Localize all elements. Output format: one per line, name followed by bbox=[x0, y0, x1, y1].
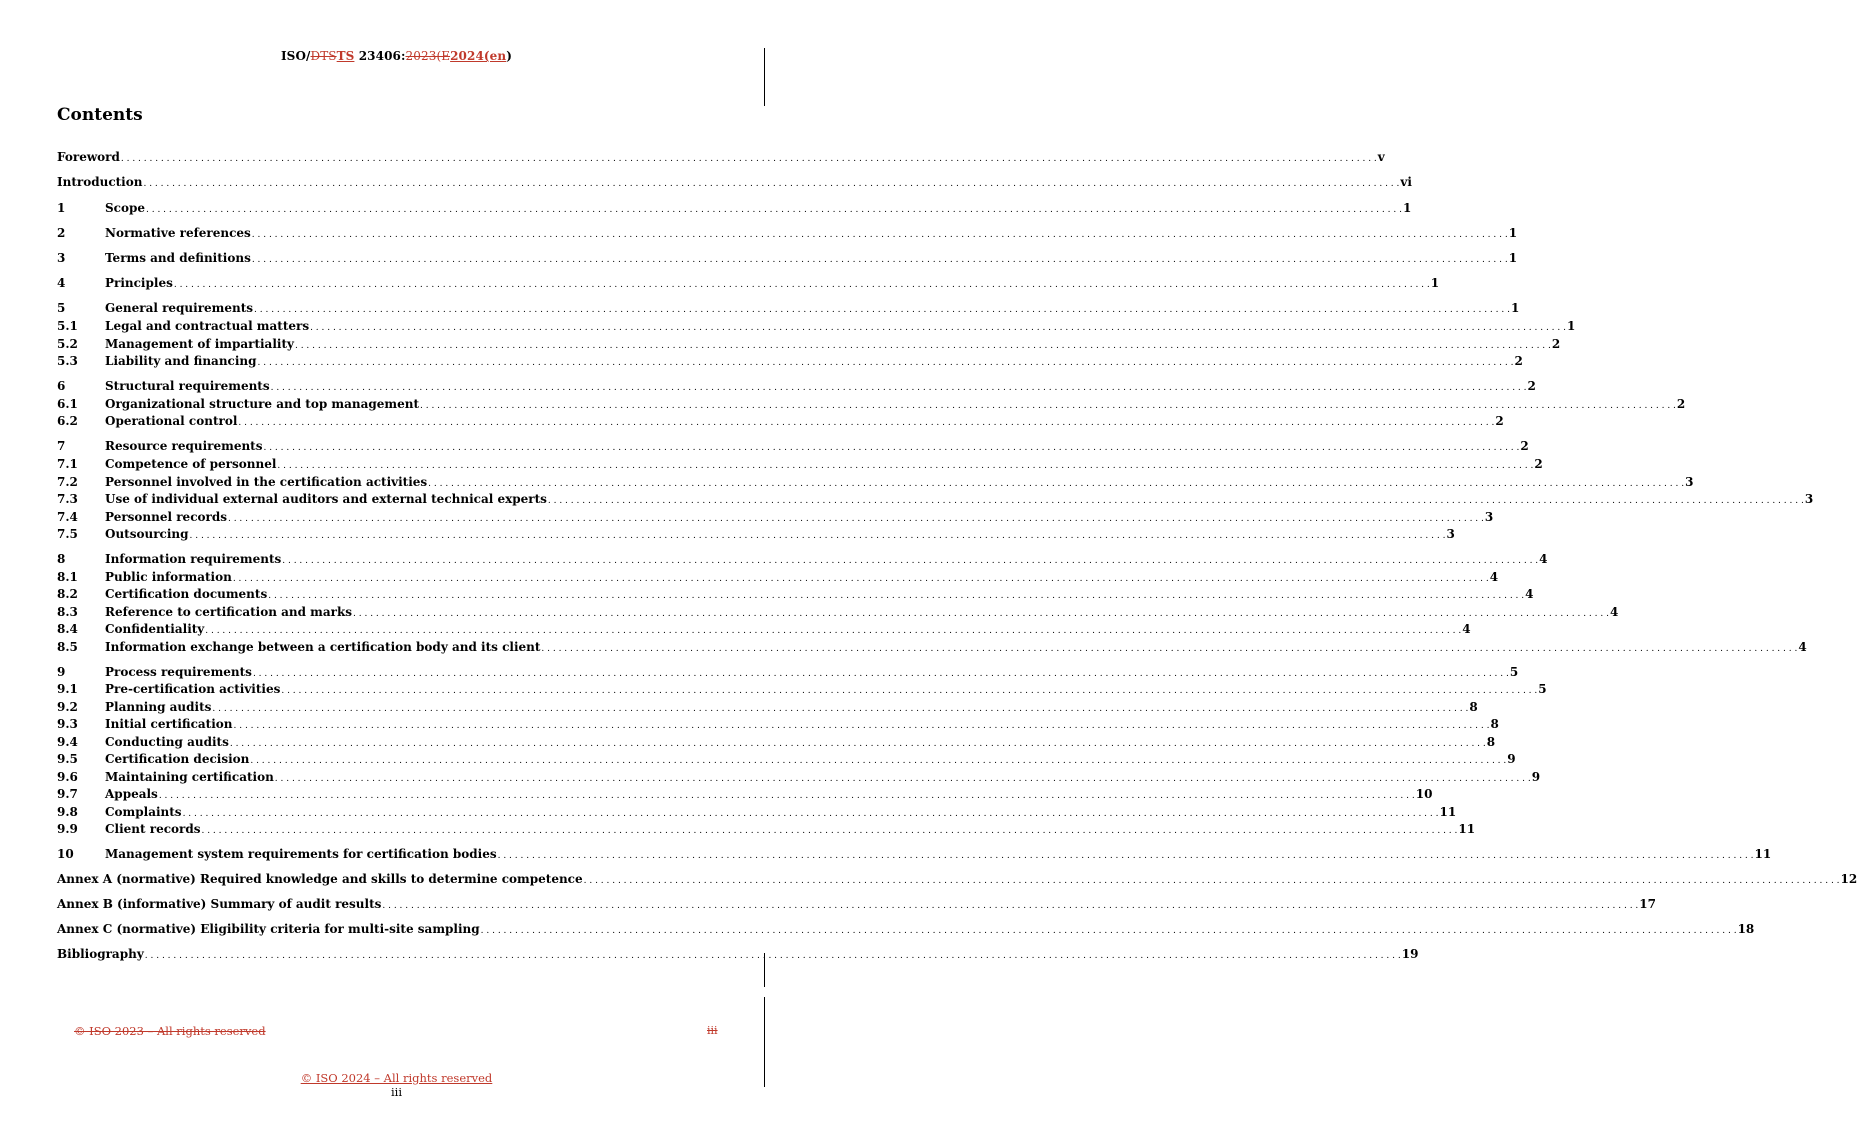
toc-dot-leader: . . . . . . . . . . . . . . . . . . . . . . . . . . . . . . . . . . . . . . . . . . . . . . . . . . . . . . . . . . . . . . . . . . . . . . . . . . . . . . . . . . . . . . . . . . . . . . . . . . . . . . . . . . . . . . . . . . . . . . . . . . . . . . . . . . . . . . . . . . . . . . . . . . . . . . . . . . . . . . . . . . . . . . . . . . . . . . . . . . . . . . . . . . . . . . . . . . . . . . . . . . . . . . . . . . . . . . . . . . . . bbox=[232, 574, 1489, 584]
toc-dot-leader: . . . . . . . . . . . . . . . . . . . . . . . . . . . . . . . . . . . . . . . . . . . . . . . . . . . . . . . . . . . . . . . . . . . . . . . . . . . . . . . . . . . . . . . . . . . . . . . . . . . . . . . . . . . . . . . . . . . . . . . . . . . . . . . . . . . . . . . . . . . . . . . . . . . . . . . . . . . . . . . . . . . . . . . . . . . . . . . . . . . . . . . . . . . . . . . . . . . . . . . . . . . . . . . . . . . . . . . . . . . . bbox=[189, 531, 1446, 541]
toc-entry[interactable] bbox=[57, 786, 1433, 802]
toc-entry[interactable] bbox=[57, 681, 1547, 697]
toc-entry-number: 8.1 bbox=[57, 570, 78, 584]
toc-entry-label: Resource requirements bbox=[105, 439, 263, 453]
toc-entry-number: 6 bbox=[57, 379, 66, 393]
toc-entry-page: 4 bbox=[1609, 605, 1619, 619]
toc-entry-label: Management system requirements for certification bodies bbox=[105, 847, 497, 861]
toc-entry[interactable] bbox=[57, 200, 1412, 216]
toc-entry-label: Reference to certification and marks bbox=[105, 605, 353, 619]
toc-entry-label: Planning audits bbox=[105, 700, 212, 714]
footer-copyright: © ISO 2024 – All rights reserved bbox=[300, 1071, 493, 1085]
toc-entry-number: 7.3 bbox=[57, 492, 78, 506]
toc-entry-page: 2 bbox=[1520, 439, 1529, 453]
toc-entry-number: 8.3 bbox=[57, 605, 78, 619]
toc-entry[interactable] bbox=[57, 174, 1412, 190]
toc-entry[interactable] bbox=[57, 300, 1520, 316]
toc-entry-label: Organizational structure and top management bbox=[105, 397, 419, 411]
header-prefix: ISO/ bbox=[280, 49, 311, 63]
toc-entry-label: Annex B (informative) Summary of audit results bbox=[57, 897, 382, 911]
toc-dot-leader: . . . . . . . . . . . . . . . . . . . . . . . . . . . . . . . . . . . . . . . . . . . . . . . . . . . . . . . . . . . . . . . . . . . . . . . . . . . . . . . . . . . . . . . . . . . . . . . . . . . . . . . . . . . . . . . . . . . . . . . . . . . . . . . . . . . . . . . . . . . . . . . . . . . . . . . . . . . . . . . . . . . . . . . . . . . . . . . . . . . . . . . . . . . . . . . . . . . . . . . . . . . . . . . . . . . . . . . . . . . . bbox=[182, 809, 1439, 819]
change-bar bbox=[764, 48, 765, 106]
toc-entry-number: 8.4 bbox=[57, 622, 78, 636]
toc-entry-page: 12 bbox=[1840, 872, 1857, 886]
toc-entry-label: Complaints bbox=[105, 805, 182, 819]
toc-entry[interactable] bbox=[57, 526, 1455, 542]
toc-entry[interactable] bbox=[57, 225, 1518, 241]
toc-entry-number: 2 bbox=[57, 226, 66, 240]
toc-entry-number: 9.6 bbox=[57, 770, 78, 784]
header-deleted-year: 2023(E bbox=[405, 49, 451, 63]
toc-entry[interactable] bbox=[57, 456, 1543, 472]
toc-entry-number: 5.2 bbox=[57, 337, 78, 351]
toc-entry-page: 17 bbox=[1639, 897, 1656, 911]
toc-entry-page: 2 bbox=[1495, 414, 1504, 428]
toc-dot-leader: . . . . . . . . . . . . . . . . . . . . . . . . . . . . . . . . . . . . . . . . . . . . . . . . . . . . . . . . . . . . . . . . . . . . . . . . . . . . . . . . . . . . . . . . . . . . . . . . . . . . . . . . . . . . . . . . . . . . . . . . . . . . . . . . . . . . . . . . . . . . . . . . . . . . . . . . . . . . . . . . . . . . . . . . . . . . . . . . . . . . . . . . . . . . . . . . . . . . . . . . . . . . . . . . . . . . . . . . . . . . bbox=[158, 791, 1415, 801]
toc-entry-page: 4 bbox=[1539, 552, 1548, 566]
toc-entry[interactable] bbox=[57, 438, 1529, 454]
toc-entry-label: Conducting audits bbox=[105, 735, 229, 749]
toc-entry-number: 5.3 bbox=[57, 354, 78, 368]
toc-entry-page: 3 bbox=[1685, 475, 1694, 489]
toc-entry-page: 11 bbox=[1439, 805, 1457, 819]
toc-entry-label: Maintaining certification bbox=[105, 770, 274, 784]
toc-entry-number: 5.1 bbox=[57, 319, 78, 333]
toc-dot-leader: . . . . . . . . . . . . . . . . . . . . . . . . . . . . . . . . . . . . . . . . . . . . . . . . . . . . . . . . . . . . . . . . . . . . . . . . . . . . . . . . . . . . . . . . . . . . . . . . . . . . . . . . . . . . . . . . . . . . . . . . . . . . . . . . . . . . . . . . . . . . . . . . . . . . . . . . . . . . . . . . . . . . . . . . . . . . . . . . . . . . . . . . . . . . . . . . . . . . . . . . . . . . . . . . . . . . . . . . . . . . bbox=[420, 401, 1676, 411]
toc-entry-label: Principles bbox=[105, 276, 173, 290]
toc-entry-number: 9.9 bbox=[57, 822, 78, 836]
toc-dot-leader: . . . . . . . . . . . . . . . . . . . . . . . . . . . . . . . . . . . . . . . . . . . . . . . . . . . . . . . . . . . . . . . . . . . . . . . . . . . . . . . . . . . . . . . . . . . . . . . . . . . . . . . . . . . . . . . . . . . . . . . . . . . . . . . . . . . . . . . . . . . . . . . . . . . . . . . . . . . . . . . . . . . . . . . . . . . . . . . . . . . . . . . . . . . . . . . . . . . . . . . . . . . . . . . . . . . . . . . . . . . . bbox=[252, 669, 1509, 679]
toc-dot-leader: . . . . . . . . . . . . . . . . . . . . . . . . . . . . . . . . . . . . . . . . . . . . . . . . . . . . . . . . . . . . . . . . . . . . . . . . . . . . . . . . . . . . . . . . . . . . . . . . . . . . . . . . . . . . . . . . . . . . . . . . . . . . . . . . . . . . . . . . . . . . . . . . . . . . . . . . . . . . . . . . . . . . . . . . . . . . . . . . . . . . . . . . . . . . . . . . . . . . . . . . . . . . . . . . . . . . . . . . . . . . bbox=[547, 496, 1804, 506]
toc-entry[interactable] bbox=[57, 804, 1457, 820]
toc-entry[interactable] bbox=[57, 474, 1694, 490]
toc-entry-number: 7.5 bbox=[57, 527, 78, 541]
toc-entry-page: 2 bbox=[1676, 397, 1686, 411]
toc-entry-number: 4 bbox=[57, 276, 66, 290]
toc-entry-page: v bbox=[1377, 150, 1385, 164]
toc-entry-page: 3 bbox=[1484, 510, 1494, 524]
toc-entry-page: 5 bbox=[1538, 682, 1547, 696]
toc-entry[interactable] bbox=[57, 769, 1541, 785]
toc-entry-label: Information requirements bbox=[105, 552, 282, 566]
toc-entry-number: 9.1 bbox=[57, 682, 78, 696]
toc-entry-page: 2 bbox=[1527, 379, 1536, 393]
header-deleted-code: DTS bbox=[310, 49, 337, 63]
toc-entry[interactable] bbox=[57, 896, 1656, 912]
toc-entry-page: 18 bbox=[1737, 922, 1755, 936]
toc-entry-page: vi bbox=[1400, 175, 1412, 189]
toc-entry-label: Client records bbox=[105, 822, 201, 836]
toc-dot-leader: . . . . . . . . . . . . . . . . . . . . . . . . . . . . . . . . . . . . . . . . . . . . . . . . . . . . . . . . . . . . . . . . . . . . . . . . . . . . . . . . . . . . . . . . . . . . . . . . . . . . . . . . . . . . . . . . . . . . . . . . . . . . . . . . . . . . . . . . . . . . . . . . . . . . . . . . . . . . . . . . . . . . . . . . . . . . . . . . . . . . . . . . . . . . . . . . . . . . . . . . . . . . . . . . . . . . . . . . . . . . bbox=[144, 951, 1401, 961]
toc-dot-leader: . . . . . . . . . . . . . . . . . . . . . . . . . . . . . . . . . . . . . . . . . . . . . . . . . . . . . . . . . . . . . . . . . . . . . . . . . . . . . . . . . . . . . . . . . . . . . . . . . . . . . . . . . . . . . . . . . . . . . . . . . . . . . . . . . . . . . . . . . . . . . . . . . . . . . . . . . . . . . . . . . . . . . . . . . . . . . . . . . . . . . . . . . . . . . . . . . . . . . . . . . . . . . . . . . . . . . . . . . . . . bbox=[294, 341, 1551, 351]
footer-deleted-page-number: iii bbox=[707, 1024, 718, 1037]
toc-dot-leader: . . . . . . . . . . . . . . . . . . . . . . . . . . . . . . . . . . . . . . . . . . . . . . . . . . . . . . . . . . . . . . . . . . . . . . . . . . . . . . . . . . . . . . . . . . . . . . . . . . . . . . . . . . . . . . . . . . . . . . . . . . . . . . . . . . . . . . . . . . . . . . . . . . . . . . . . . . . . . . . . . . . . . . . . . . . . . . . . . . . . . . . . . . . . . . . . . . . . . . . . . . . . . . . . . . . . . . . . . . . . bbox=[251, 230, 1508, 240]
toc-dot-leader: . . . . . . . . . . . . . . . . . . . . . . . . . . . . . . . . . . . . . . . . . . . . . . . . . . . . . . . . . . . . . . . . . . . . . . . . . . . . . . . . . . . . . . . . . . . . . . . . . . . . . . . . . . . . . . . . . . . . . . . . . . . . . . . . . . . . . . . . . . . . . . . . . . . . . . . . . . . . . . . . . . . . . . . . . . . . . . . . . . . . . . . . . . . . . . . . . . . . . . . . . . . . . . . . . . . . . . . . . . . . bbox=[583, 876, 1840, 886]
header-inserted-year: 2024(en bbox=[450, 49, 507, 63]
toc-entry-number: 7.2 bbox=[57, 475, 78, 489]
toc-entry-number: 8.5 bbox=[57, 640, 78, 654]
toc-dot-leader: . . . . . . . . . . . . . . . . . . . . . . . . . . . . . . . . . . . . . . . . . . . . . . . . . . . . . . . . . . . . . . . . . . . . . . . . . . . . . . . . . . . . . . . . . . . . . . . . . . . . . . . . . . . . . . . . . . . . . . . . . . . . . . . . . . . . . . . . . . . . . . . . . . . . . . . . . . . . . . . . . . . . . . . . . . . . . . . . . . . . . . . . . . . . . . . . . . . . . . . . . . . . . . . . . . . . . . . . . . . . bbox=[277, 461, 1534, 471]
toc-entry-number: 3 bbox=[57, 251, 66, 265]
toc-entry-label: Appeals bbox=[105, 787, 158, 801]
toc-entry-label: Normative references bbox=[105, 226, 251, 240]
toc-dot-leader: . . . . . . . . . . . . . . . . . . . . . . . . . . . . . . . . . . . . . . . . . . . . . . . . . . . . . . . . . . . . . . . . . . . . . . . . . . . . . . . . . . . . . . . . . . . . . . . . . . . . . . . . . . . . . . . . . . . . . . . . . . . . . . . . . . . . . . . . . . . . . . . . . . . . . . . . . . . . . . . . . . . . . . . . . . . . . . . . . . . . . . . . . . . . . . . . . . . . . . . . . . . . . . . . . . . . . . . . . . . . bbox=[227, 514, 1484, 524]
toc-entry-number: 8 bbox=[57, 552, 66, 566]
toc-entry[interactable] bbox=[57, 699, 1478, 715]
toc-entry[interactable] bbox=[57, 569, 1499, 585]
toc-entry[interactable] bbox=[57, 871, 1857, 887]
toc-entry[interactable] bbox=[57, 586, 1534, 602]
toc-entry[interactable] bbox=[57, 413, 1504, 429]
toc-entry-label: Initial certification bbox=[105, 717, 233, 731]
toc-entry-label: General requirements bbox=[105, 301, 254, 315]
toc-dot-leader: . . . . . . . . . . . . . . . . . . . . . . . . . . . . . . . . . . . . . . . . . . . . . . . . . . . . . . . . . . . . . . . . . . . . . . . . . . . . . . . . . . . . . . . . . . . . . . . . . . . . . . . . . . . . . . . . . . . . . . . . . . . . . . . . . . . . . . . . . . . . . . . . . . . . . . . . . . . . . . . . . . . . . . . . . . . . . . . . . . . . . . . . . . . . . . . . . . . . . . . . . . . . . . . . . . . . . . . . . . . . bbox=[270, 383, 1527, 393]
toc-dot-leader: . . . . . . . . . . . . . . . . . . . . . . . . . . . . . . . . . . . . . . . . . . . . . . . . . . . . . . . . . . . . . . . . . . . . . . . . . . . . . . . . . . . . . . . . . . . . . . . . . . . . . . . . . . . . . . . . . . . . . . . . . . . . . . . . . . . . . . . . . . . . . . . . . . . . . . . . . . . . . . . . . . . . . . . . . . . . . . . . . . . . . . . . . . . . . . . . . . . . . . . . . . . . . . . . . . . . . . . . . . . . bbox=[229, 739, 1486, 749]
toc-dot-leader: . . . . . . . . . . . . . . . . . . . . . . . . . . . . . . . . . . . . . . . . . . . . . . . . . . . . . . . . . . . . . . . . . . . . . . . . . . . . . . . . . . . . . . . . . . . . . . . . . . . . . . . . . . . . . . . . . . . . . . . . . . . . . . . . . . . . . . . . . . . . . . . . . . . . . . . . . . . . . . . . . . . . . . . . . . . . . . . . . . . . . . . . . . . . . . . . . . . . . . . . . . . . . . . . . . . . . . . . . . . . bbox=[120, 154, 1377, 164]
toc-entry-page: 9 bbox=[1507, 752, 1516, 766]
toc-dot-leader: . . . . . . . . . . . . . . . . . . . . . . . . . . . . . . . . . . . . . . . . . . . . . . . . . . . . . . . . . . . . . . . . . . . . . . . . . . . . . . . . . . . . . . . . . . . . . . . . . . . . . . . . . . . . . . . . . . . . . . . . . . . . . . . . . . . . . . . . . . . . . . . . . . . . . . . . . . . . . . . . . . . . . . . . . . . . . . . . . . . . . . . . . . . . . . . . . . . . . . . . . . . . . . . . . . . . . . . . . . . . bbox=[143, 179, 1400, 189]
toc-entry[interactable] bbox=[57, 353, 1523, 369]
toc-entry-label: Process requirements bbox=[105, 665, 252, 679]
toc-entry-label: Structural requirements bbox=[105, 379, 270, 393]
toc-dot-leader: . . . . . . . . . . . . . . . . . . . . . . . . . . . . . . . . . . . . . . . . . . . . . . . . . . . . . . . . . . . . . . . . . . . . . . . . . . . . . . . . . . . . . . . . . . . . . . . . . . . . . . . . . . . . . . . . . . . . . . . . . . . . . . . . . . . . . . . . . . . . . . . . . . . . . . . . . . . . . . . . . . . . . . . . . . . . . . . . . . . . . . . . . . . . . . . . . . . . . . . . . . . . . . . . . . . . . . . . . . . . bbox=[233, 721, 1490, 731]
toc-dot-leader: . . . . . . . . . . . . . . . . . . . . . . . . . . . . . . . . . . . . . . . . . . . . . . . . . . . . . . . . . . . . . . . . . . . . . . . . . . . . . . . . . . . . . . . . . . . . . . . . . . . . . . . . . . . . . . . . . . . . . . . . . . . . . . . . . . . . . . . . . . . . . . . . . . . . . . . . . . . . . . . . . . . . . . . . . . . . . . . . . . . . . . . . . . . . . . . . . . . . . . . . . . . . . . . . . . . . . . . . . . . . bbox=[201, 826, 1458, 836]
toc-dot-leader: . . . . . . . . . . . . . . . . . . . . . . . . . . . . . . . . . . . . . . . . . . . . . . . . . . . . . . . . . . . . . . . . . . . . . . . . . . . . . . . . . . . . . . . . . . . . . . . . . . . . . . . . . . . . . . . . . . . . . . . . . . . . . . . . . . . . . . . . . . . . . . . . . . . . . . . . . . . . . . . . . . . . . . . . . . . . . . . . . . . . . . . . . . . . . . . . . . . . . . . . . . . . . . . . . . . . . . . . . . . . bbox=[251, 255, 1508, 265]
toc-entry-label: Annex C (normative) Eligibility criteria for multi-site sampling bbox=[57, 922, 480, 936]
toc-entry-page: 4 bbox=[1525, 587, 1534, 601]
toc-dot-leader: . . . . . . . . . . . . . . . . . . . . . . . . . . . . . . . . . . . . . . . . . . . . . . . . . . . . . . . . . . . . . . . . . . . . . . . . . . . . . . . . . . . . . . . . . . . . . . . . . . . . . . . . . . . . . . . . . . . . . . . . . . . . . . . . . . . . . . . . . . . . . . . . . . . . . . . . . . . . . . . . . . . . . . . . . . . . . . . . . . . . . . . . . . . . . . . . . . . . . . . . . . . . . . . . . . . . . . . . . . . . bbox=[238, 418, 1495, 428]
toc-entry-label: Personnel records bbox=[105, 510, 227, 524]
toc-entry[interactable] bbox=[57, 551, 1548, 567]
toc-entry-label: Operational control bbox=[105, 414, 238, 428]
toc-dot-leader: . . . . . . . . . . . . . . . . . . . . . . . . . . . . . . . . . . . . . . . . . . . . . . . . . . . . . . . . . . . . . . . . . . . . . . . . . . . . . . . . . . . . . . . . . . . . . . . . . . . . . . . . . . . . . . . . . . . . . . . . . . . . . . . . . . . . . . . . . . . . . . . . . . . . . . . . . . . . . . . . . . . . . . . . . . . . . . . . . . . . . . . . . . . . . . . . . . . . . . . . . . . . . . . . . . . . . . . . . . . . bbox=[274, 774, 1531, 784]
header-inserted-code: TS bbox=[336, 49, 355, 63]
toc-dot-leader: . . . . . . . . . . . . . . . . . . . . . . . . . . . . . . . . . . . . . . . . . . . . . . . . . . . . . . . . . . . . . . . . . . . . . . . . . . . . . . . . . . . . . . . . . . . . . . . . . . . . . . . . . . . . . . . . . . . . . . . . . . . . . . . . . . . . . . . . . . . . . . . . . . . . . . . . . . . . . . . . . . . . . . . . . . . . . . . . . . . . . . . . . . . . . . . . . . . . . . . . . . . . . . . . . . . . . . . . . . . . bbox=[257, 358, 1514, 368]
toc-entry-number: 7 bbox=[57, 439, 66, 453]
toc-entry[interactable] bbox=[57, 639, 1807, 655]
toc-entry-number: 9.3 bbox=[57, 717, 78, 731]
toc-entry[interactable] bbox=[57, 336, 1561, 352]
toc-dot-leader: . . . . . . . . . . . . . . . . . . . . . . . . . . . . . . . . . . . . . . . . . . . . . . . . . . . . . . . . . . . . . . . . . . . . . . . . . . . . . . . . . . . . . . . . . . . . . . . . . . . . . . . . . . . . . . . . . . . . . . . . . . . . . . . . . . . . . . . . . . . . . . . . . . . . . . . . . . . . . . . . . . . . . . . . . . . . . . . . . . . . . . . . . . . . . . . . . . . . . . . . . . . . . . . . . . . . . . . . . . . . bbox=[497, 851, 1754, 861]
toc-dot-leader: . . . . . . . . . . . . . . . . . . . . . . . . . . . . . . . . . . . . . . . . . . . . . . . . . . . . . . . . . . . . . . . . . . . . . . . . . . . . . . . . . . . . . . . . . . . . . . . . . . . . . . . . . . . . . . . . . . . . . . . . . . . . . . . . . . . . . . . . . . . . . . . . . . . . . . . . . . . . . . . . . . . . . . . . . . . . . . . . . . . . . . . . . . . . . . . . . . . . . . . . . . . . . . . . . . . . . . . . . . . . bbox=[428, 479, 1685, 489]
toc-entry-label: Annex A (normative) Required knowledge and skills to determine competence bbox=[57, 872, 583, 886]
toc-entry-number: 9.5 bbox=[57, 752, 78, 766]
toc-entry-number: 1 bbox=[57, 201, 66, 215]
toc-entry-page: 3 bbox=[1804, 492, 1814, 506]
toc-entry[interactable] bbox=[57, 149, 1385, 165]
toc-entry-number: 9.4 bbox=[57, 735, 78, 749]
toc-entry-page: 1 bbox=[1402, 201, 1412, 215]
toc-entry[interactable] bbox=[57, 396, 1686, 412]
header-suffix: ) bbox=[506, 49, 513, 63]
toc-entry-number: 9.7 bbox=[57, 787, 78, 801]
toc-entry-label: Foreword bbox=[57, 150, 120, 164]
toc-entry-label: Use of individual external auditors and external technical experts bbox=[105, 492, 547, 506]
toc-entry-number: 9 bbox=[57, 665, 66, 679]
toc-dot-leader: . . . . . . . . . . . . . . . . . . . . . . . . . . . . . . . . . . . . . . . . . . . . . . . . . . . . . . . . . . . . . . . . . . . . . . . . . . . . . . . . . . . . . . . . . . . . . . . . . . . . . . . . . . . . . . . . . . . . . . . . . . . . . . . . . . . . . . . . . . . . . . . . . . . . . . . . . . . . . . . . . . . . . . . . . . . . . . . . . . . . . . . . . . . . . . . . . . . . . . . . . . . . . . . . . . . . . . . . . . . . bbox=[382, 901, 1639, 911]
toc-entry-label: Pre-certification activities bbox=[105, 682, 281, 696]
toc-entry-label: Competence of personnel bbox=[105, 457, 277, 471]
toc-entry-page: 1 bbox=[1430, 276, 1440, 290]
footer-deleted-copyright: © ISO 2023 – All rights reserved bbox=[74, 1024, 266, 1038]
toc-dot-leader: . . . . . . . . . . . . . . . . . . . . . . . . . . . . . . . . . . . . . . . . . . . . . . . . . . . . . . . . . . . . . . . . . . . . . . . . . . . . . . . . . . . . . . . . . . . . . . . . . . . . . . . . . . . . . . . . . . . . . . . . . . . . . . . . . . . . . . . . . . . . . . . . . . . . . . . . . . . . . . . . . . . . . . . . . . . . . . . . . . . . . . . . . . . . . . . . . . . . . . . . . . . . . . . . . . . . . . . . . . . . bbox=[541, 644, 1798, 654]
toc-entry-number: 8.2 bbox=[57, 587, 78, 601]
toc-entry-number: 9.2 bbox=[57, 700, 78, 714]
toc-entry[interactable] bbox=[57, 821, 1476, 837]
toc-entry[interactable] bbox=[57, 275, 1440, 291]
toc-entry-page: 1 bbox=[1567, 319, 1576, 333]
toc-entry-page: 1 bbox=[1510, 301, 1520, 315]
toc-dot-leader: . . . . . . . . . . . . . . . . . . . . . . . . . . . . . . . . . . . . . . . . . . . . . . . . . . . . . . . . . . . . . . . . . . . . . . . . . . . . . . . . . . . . . . . . . . . . . . . . . . . . . . . . . . . . . . . . . . . . . . . . . . . . . . . . . . . . . . . . . . . . . . . . . . . . . . . . . . . . . . . . . . . . . . . . . . . . . . . . . . . . . . . . . . . . . . . . . . . . . . . . . . . . . . . . . . . . . . . . . . . . bbox=[254, 305, 1510, 315]
toc-entry-page: 8 bbox=[1490, 717, 1499, 731]
toc-entry-page: 11 bbox=[1458, 822, 1476, 836]
toc-entry-label: Management of impartiality bbox=[105, 337, 294, 351]
toc-entry-page: 10 bbox=[1415, 787, 1433, 801]
toc-entry[interactable] bbox=[57, 250, 1518, 266]
toc-entry-label: Liability and financing bbox=[105, 354, 257, 368]
toc-dot-leader: . . . . . . . . . . . . . . . . . . . . . . . . . . . . . . . . . . . . . . . . . . . . . . . . . . . . . . . . . . . . . . . . . . . . . . . . . . . . . . . . . . . . . . . . . . . . . . . . . . . . . . . . . . . . . . . . . . . . . . . . . . . . . . . . . . . . . . . . . . . . . . . . . . . . . . . . . . . . . . . . . . . . . . . . . . . . . . . . . . . . . . . . . . . . . . . . . . . . . . . . . . . . . . . . . . . . . . . . . . . . bbox=[250, 756, 1507, 766]
toc-entry[interactable] bbox=[57, 664, 1519, 680]
toc-entry[interactable] bbox=[57, 946, 1419, 962]
toc-entry-label: Confidentiality bbox=[105, 622, 205, 636]
toc-entry[interactable] bbox=[57, 491, 1814, 507]
toc-entry-label: Outsourcing bbox=[105, 527, 189, 541]
header-number: 23406: bbox=[354, 49, 406, 63]
toc-entry-label: Introduction bbox=[57, 175, 143, 189]
toc-entry-page: 2 bbox=[1534, 457, 1543, 471]
toc-entry-page: 11 bbox=[1754, 847, 1772, 861]
toc-entry[interactable] bbox=[57, 716, 1499, 732]
toc-entry[interactable] bbox=[57, 318, 1576, 334]
toc-entry[interactable] bbox=[57, 846, 1772, 862]
toc-entry[interactable] bbox=[57, 921, 1755, 937]
toc-entry-label: Certification decision bbox=[105, 752, 250, 766]
toc-entry[interactable] bbox=[57, 509, 1494, 525]
toc-entry-label: Terms and definitions bbox=[105, 251, 251, 265]
toc-entry-page: 4 bbox=[1462, 622, 1471, 636]
toc-entry-page: 4 bbox=[1489, 570, 1499, 584]
toc-entry-number: 7.4 bbox=[57, 510, 78, 524]
page-title: Contents bbox=[57, 105, 143, 125]
footer-page-number: iii bbox=[390, 1085, 403, 1099]
toc-entry-number: 7.1 bbox=[57, 457, 78, 471]
toc-entry-page: 9 bbox=[1531, 770, 1541, 784]
toc-entry-label: Public information bbox=[105, 570, 232, 584]
toc-dot-leader: . . . . . . . . . . . . . . . . . . . . . . . . . . . . . . . . . . . . . . . . . . . . . . . . . . . . . . . . . . . . . . . . . . . . . . . . . . . . . . . . . . . . . . . . . . . . . . . . . . . . . . . . . . . . . . . . . . . . . . . . . . . . . . . . . . . . . . . . . . . . . . . . . . . . . . . . . . . . . . . . . . . . . . . . . . . . . . . . . . . . . . . . . . . . . . . . . . . . . . . . . . . . . . . . . . . . . . . . . . . . bbox=[173, 280, 1430, 290]
toc-entry-label: Bibliography bbox=[57, 947, 144, 961]
toc-entry-page: 19 bbox=[1401, 947, 1419, 961]
toc-dot-leader: . . . . . . . . . . . . . . . . . . . . . . . . . . . . . . . . . . . . . . . . . . . . . . . . . . . . . . . . . . . . . . . . . . . . . . . . . . . . . . . . . . . . . . . . . . . . . . . . . . . . . . . . . . . . . . . . . . . . . . . . . . . . . . . . . . . . . . . . . . . . . . . . . . . . . . . . . . . . . . . . . . . . . . . . . . . . . . . . . . . . . . . . . . . . . . . . . . . . . . . . . . . . . . . . . . . . . . . . . . . . bbox=[480, 926, 1737, 936]
toc-entry-label: Legal and contractual matters bbox=[105, 319, 310, 333]
toc-entry-page: 8 bbox=[1486, 735, 1496, 749]
toc-dot-leader: . . . . . . . . . . . . . . . . . . . . . . . . . . . . . . . . . . . . . . . . . . . . . . . . . . . . . . . . . . . . . . . . . . . . . . . . . . . . . . . . . . . . . . . . . . . . . . . . . . . . . . . . . . . . . . . . . . . . . . . . . . . . . . . . . . . . . . . . . . . . . . . . . . . . . . . . . . . . . . . . . . . . . . . . . . . . . . . . . . . . . . . . . . . . . . . . . . . . . . . . . . . . . . . . . . . . . . . . . . . . bbox=[268, 591, 1525, 601]
toc-dot-leader: . . . . . . . . . . . . . . . . . . . . . . . . . . . . . . . . . . . . . . . . . . . . . . . . . . . . . . . . . . . . . . . . . . . . . . . . . . . . . . . . . . . . . . . . . . . . . . . . . . . . . . . . . . . . . . . . . . . . . . . . . . . . . . . . . . . . . . . . . . . . . . . . . . . . . . . . . . . . . . . . . . . . . . . . . . . . . . . . . . . . . . . . . . . . . . . . . . . . . . . . . . . . . . . . . . . . . . . . . . . . bbox=[353, 609, 1609, 619]
toc-entry-page: 3 bbox=[1446, 527, 1455, 541]
toc-entry-page: 1 bbox=[1508, 251, 1518, 265]
toc-entry-number: 10 bbox=[57, 847, 74, 861]
toc-entry[interactable] bbox=[57, 604, 1619, 620]
toc-entry-label: Information exchange between a certification body and its client bbox=[105, 640, 541, 654]
toc-entry-page: 2 bbox=[1514, 354, 1523, 368]
toc-dot-leader: . . . . . . . . . . . . . . . . . . . . . . . . . . . . . . . . . . . . . . . . . . . . . . . . . . . . . . . . . . . . . . . . . . . . . . . . . . . . . . . . . . . . . . . . . . . . . . . . . . . . . . . . . . . . . . . . . . . . . . . . . . . . . . . . . . . . . . . . . . . . . . . . . . . . . . . . . . . . . . . . . . . . . . . . . . . . . . . . . . . . . . . . . . . . . . . . . . . . . . . . . . . . . . . . . . . . . . . . . . . . bbox=[282, 556, 1539, 566]
toc-entry-number: 6.1 bbox=[57, 397, 78, 411]
toc-dot-leader: . . . . . . . . . . . . . . . . . . . . . . . . . . . . . . . . . . . . . . . . . . . . . . . . . . . . . . . . . . . . . . . . . . . . . . . . . . . . . . . . . . . . . . . . . . . . . . . . . . . . . . . . . . . . . . . . . . . . . . . . . . . . . . . . . . . . . . . . . . . . . . . . . . . . . . . . . . . . . . . . . . . . . . . . . . . . . . . . . . . . . . . . . . . . . . . . . . . . . . . . . . . . . . . . . . . . . . . . . . . . bbox=[281, 686, 1538, 696]
toc-entry[interactable] bbox=[57, 378, 1536, 394]
toc-entry-label: Certification documents bbox=[105, 587, 268, 601]
toc-entry[interactable] bbox=[57, 734, 1496, 750]
toc-dot-leader: . . . . . . . . . . . . . . . . . . . . . . . . . . . . . . . . . . . . . . . . . . . . . . . . . . . . . . . . . . . . . . . . . . . . . . . . . . . . . . . . . . . . . . . . . . . . . . . . . . . . . . . . . . . . . . . . . . . . . . . . . . . . . . . . . . . . . . . . . . . . . . . . . . . . . . . . . . . . . . . . . . . . . . . . . . . . . . . . . . . . . . . . . . . . . . . . . . . . . . . . . . . . . . . . . . . . . . . . . . . . bbox=[310, 323, 1566, 333]
footer bbox=[0, 1071, 793, 1099]
toc-entry-number: 6.2 bbox=[57, 414, 78, 428]
toc-entry-number: 9.8 bbox=[57, 805, 78, 819]
toc-entry[interactable] bbox=[57, 751, 1516, 767]
toc-dot-leader: . . . . . . . . . . . . . . . . . . . . . . . . . . . . . . . . . . . . . . . . . . . . . . . . . . . . . . . . . . . . . . . . . . . . . . . . . . . . . . . . . . . . . . . . . . . . . . . . . . . . . . . . . . . . . . . . . . . . . . . . . . . . . . . . . . . . . . . . . . . . . . . . . . . . . . . . . . . . . . . . . . . . . . . . . . . . . . . . . . . . . . . . . . . . . . . . . . . . . . . . . . . . . . . . . . . . . . . . . . . . bbox=[205, 626, 1462, 636]
toc-entry-page: 8 bbox=[1469, 700, 1478, 714]
toc-dot-leader: . . . . . . . . . . . . . . . . . . . . . . . . . . . . . . . . . . . . . . . . . . . . . . . . . . . . . . . . . . . . . . . . . . . . . . . . . . . . . . . . . . . . . . . . . . . . . . . . . . . . . . . . . . . . . . . . . . . . . . . . . . . . . . . . . . . . . . . . . . . . . . . . . . . . . . . . . . . . . . . . . . . . . . . . . . . . . . . . . . . . . . . . . . . . . . . . . . . . . . . . . . . . . . . . . . . . . . . . . . . . bbox=[263, 443, 1520, 453]
toc-entry-label: Personnel involved in the certification activities bbox=[105, 475, 428, 489]
toc-entry-page: 2 bbox=[1551, 337, 1561, 351]
toc-entry-page: 1 bbox=[1508, 226, 1518, 240]
toc-entry-number: 5 bbox=[57, 301, 66, 315]
toc-entry[interactable] bbox=[57, 621, 1471, 637]
toc-entry-label: Scope bbox=[105, 201, 146, 215]
toc-entry-page: 4 bbox=[1798, 640, 1807, 654]
toc-entry-page: 5 bbox=[1509, 665, 1519, 679]
toc-dot-leader: . . . . . . . . . . . . . . . . . . . . . . . . . . . . . . . . . . . . . . . . . . . . . . . . . . . . . . . . . . . . . . . . . . . . . . . . . . . . . . . . . . . . . . . . . . . . . . . . . . . . . . . . . . . . . . . . . . . . . . . . . . . . . . . . . . . . . . . . . . . . . . . . . . . . . . . . . . . . . . . . . . . . . . . . . . . . . . . . . . . . . . . . . . . . . . . . . . . . . . . . . . . . . . . . . . . . . . . . . . . . bbox=[212, 704, 1469, 714]
toc-dot-leader: . . . . . . . . . . . . . . . . . . . . . . . . . . . . . . . . . . . . . . . . . . . . . . . . . . . . . . . . . . . . . . . . . . . . . . . . . . . . . . . . . . . . . . . . . . . . . . . . . . . . . . . . . . . . . . . . . . . . . . . . . . . . . . . . . . . . . . . . . . . . . . . . . . . . . . . . . . . . . . . . . . . . . . . . . . . . . . . . . . . . . . . . . . . . . . . . . . . . . . . . . . . . . . . . . . . . . . . . . . . . bbox=[146, 205, 1402, 215]
